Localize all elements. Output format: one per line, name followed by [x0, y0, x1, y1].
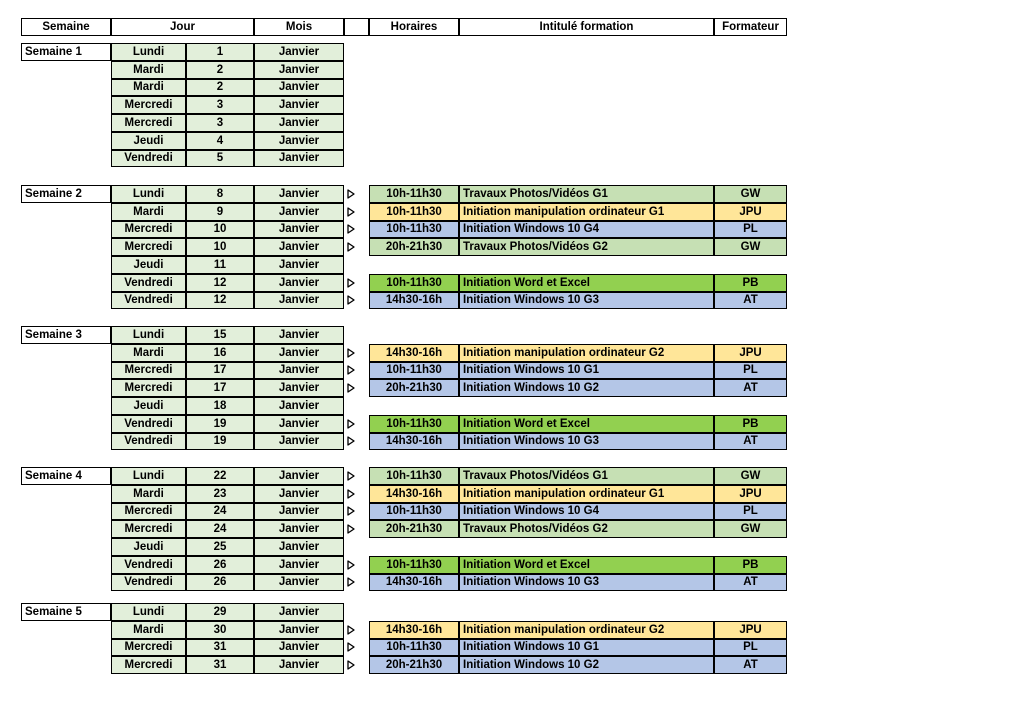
day-name: Mercredi	[111, 362, 186, 380]
session-trainer: AT	[714, 574, 787, 592]
session-title: Initiation manipulation ordinateur G2	[459, 621, 714, 639]
header-mois: Mois	[254, 18, 344, 36]
month: Janvier	[254, 292, 344, 310]
session-time: 10h-11h30	[369, 185, 459, 203]
session-trainer: PL	[714, 503, 787, 521]
session-time: 10h-11h30	[369, 467, 459, 485]
month: Janvier	[254, 415, 344, 433]
session-title: Initiation Windows 10 G3	[459, 574, 714, 592]
day-name: Lundi	[111, 43, 186, 61]
day-name: Mercredi	[111, 238, 186, 256]
header-horaires: Horaires	[369, 18, 459, 36]
month: Janvier	[254, 556, 344, 574]
day-number: 26	[186, 574, 254, 592]
triangle-right-icon	[347, 660, 355, 670]
session-time: 20h-21h30	[369, 520, 459, 538]
day-name: Lundi	[111, 467, 186, 485]
triangle-right-icon	[347, 524, 355, 534]
month: Janvier	[254, 574, 344, 592]
day-name: Lundi	[111, 185, 186, 203]
triangle-right-icon	[347, 577, 355, 587]
day-number: 10	[186, 221, 254, 239]
session-time: 10h-11h30	[369, 556, 459, 574]
session-title: Initiation Word et Excel	[459, 415, 714, 433]
month: Janvier	[254, 467, 344, 485]
month: Janvier	[254, 132, 344, 150]
week-label: Semaine 4	[21, 467, 111, 485]
day-name: Mardi	[111, 61, 186, 79]
session-trainer: GW	[714, 185, 787, 203]
day-name: Lundi	[111, 603, 186, 621]
day-number: 30	[186, 621, 254, 639]
week-label: Semaine 3	[21, 326, 111, 344]
session-trainer: PB	[714, 274, 787, 292]
session-time: 10h-11h30	[369, 503, 459, 521]
session-time: 14h30-16h	[369, 485, 459, 503]
session-title: Travaux Photos/Vidéos G1	[459, 185, 714, 203]
session-trainer: AT	[714, 292, 787, 310]
session-title: Initiation Windows 10 G4	[459, 503, 714, 521]
day-number: 4	[186, 132, 254, 150]
session-time: 20h-21h30	[369, 656, 459, 674]
session-time: 14h30-16h	[369, 621, 459, 639]
session-title: Travaux Photos/Vidéos G2	[459, 520, 714, 538]
header-semaine: Semaine	[21, 18, 111, 36]
triangle-right-icon	[347, 642, 355, 652]
month: Janvier	[254, 362, 344, 380]
day-number: 16	[186, 344, 254, 362]
month: Janvier	[254, 621, 344, 639]
session-time: 10h-11h30	[369, 203, 459, 221]
day-name: Jeudi	[111, 132, 186, 150]
month: Janvier	[254, 203, 344, 221]
month: Janvier	[254, 185, 344, 203]
day-name: Jeudi	[111, 256, 186, 274]
month: Janvier	[254, 326, 344, 344]
session-title: Initiation Windows 10 G4	[459, 221, 714, 239]
month: Janvier	[254, 344, 344, 362]
session-time: 10h-11h30	[369, 274, 459, 292]
day-name: Mardi	[111, 344, 186, 362]
day-number: 31	[186, 656, 254, 674]
day-number: 18	[186, 397, 254, 415]
day-name: Vendredi	[111, 415, 186, 433]
day-name: Vendredi	[111, 292, 186, 310]
triangle-right-icon	[347, 436, 355, 446]
session-time: 14h30-16h	[369, 344, 459, 362]
triangle-right-icon	[347, 419, 355, 429]
triangle-right-icon	[347, 242, 355, 252]
session-trainer: GW	[714, 238, 787, 256]
month: Janvier	[254, 221, 344, 239]
session-time: 14h30-16h	[369, 292, 459, 310]
session-title: Initiation Windows 10 G1	[459, 639, 714, 657]
session-title: Initiation Windows 10 G2	[459, 656, 714, 674]
session-time: 10h-11h30	[369, 362, 459, 380]
month: Janvier	[254, 503, 344, 521]
day-number: 19	[186, 415, 254, 433]
day-name: Mercredi	[111, 503, 186, 521]
day-number: 9	[186, 203, 254, 221]
day-number: 12	[186, 274, 254, 292]
day-number: 31	[186, 639, 254, 657]
triangle-right-icon	[347, 625, 355, 635]
session-time: 14h30-16h	[369, 574, 459, 592]
session-trainer: AT	[714, 656, 787, 674]
day-name: Vendredi	[111, 150, 186, 168]
triangle-right-icon	[347, 383, 355, 393]
day-number: 24	[186, 520, 254, 538]
session-trainer: JPU	[714, 621, 787, 639]
day-name: Mardi	[111, 79, 186, 97]
month: Janvier	[254, 603, 344, 621]
month: Janvier	[254, 150, 344, 168]
month: Janvier	[254, 639, 344, 657]
day-number: 17	[186, 379, 254, 397]
day-name: Mercredi	[111, 639, 186, 657]
month: Janvier	[254, 379, 344, 397]
session-trainer: PL	[714, 362, 787, 380]
day-name: Vendredi	[111, 433, 186, 451]
session-trainer: PL	[714, 221, 787, 239]
session-title: Initiation manipulation ordinateur G1	[459, 485, 714, 503]
day-number: 23	[186, 485, 254, 503]
month: Janvier	[254, 43, 344, 61]
day-name: Vendredi	[111, 574, 186, 592]
session-trainer: PL	[714, 639, 787, 657]
session-time: 14h30-16h	[369, 433, 459, 451]
day-number: 1	[186, 43, 254, 61]
day-name: Jeudi	[111, 538, 186, 556]
day-number: 19	[186, 433, 254, 451]
session-title: Initiation Word et Excel	[459, 556, 714, 574]
session-title: Initiation Word et Excel	[459, 274, 714, 292]
header-jour: Jour	[111, 18, 254, 36]
triangle-right-icon	[347, 365, 355, 375]
day-number: 8	[186, 185, 254, 203]
day-name: Mercredi	[111, 96, 186, 114]
day-number: 2	[186, 79, 254, 97]
session-time: 10h-11h30	[369, 415, 459, 433]
session-time: 20h-21h30	[369, 238, 459, 256]
day-name: Mercredi	[111, 379, 186, 397]
triangle-right-icon	[347, 471, 355, 481]
week-label: Semaine 2	[21, 185, 111, 203]
session-time: 10h-11h30	[369, 639, 459, 657]
session-trainer: PB	[714, 415, 787, 433]
session-title: Initiation manipulation ordinateur G1	[459, 203, 714, 221]
day-name: Vendredi	[111, 556, 186, 574]
day-number: 3	[186, 96, 254, 114]
day-number: 5	[186, 150, 254, 168]
day-number: 26	[186, 556, 254, 574]
triangle-right-icon	[347, 224, 355, 234]
day-name: Mardi	[111, 203, 186, 221]
triangle-right-icon	[347, 348, 355, 358]
header-intitule: Intitulé formation	[459, 18, 714, 36]
month: Janvier	[254, 485, 344, 503]
session-title: Initiation Windows 10 G3	[459, 433, 714, 451]
triangle-right-icon	[347, 207, 355, 217]
day-number: 11	[186, 256, 254, 274]
month: Janvier	[254, 79, 344, 97]
session-trainer: GW	[714, 520, 787, 538]
day-name: Mercredi	[111, 221, 186, 239]
day-name: Lundi	[111, 326, 186, 344]
month: Janvier	[254, 61, 344, 79]
day-number: 15	[186, 326, 254, 344]
day-name: Mercredi	[111, 520, 186, 538]
day-name: Mardi	[111, 485, 186, 503]
triangle-right-icon	[347, 278, 355, 288]
triangle-right-icon	[347, 489, 355, 499]
day-number: 22	[186, 467, 254, 485]
session-trainer: JPU	[714, 485, 787, 503]
month: Janvier	[254, 520, 344, 538]
session-time: 20h-21h30	[369, 379, 459, 397]
session-time: 10h-11h30	[369, 221, 459, 239]
session-title: Initiation Windows 10 G2	[459, 379, 714, 397]
week-label: Semaine 5	[21, 603, 111, 621]
day-number: 24	[186, 503, 254, 521]
week-label: Semaine 1	[21, 43, 111, 61]
session-trainer: PB	[714, 556, 787, 574]
day-name: Mercredi	[111, 656, 186, 674]
session-trainer: JPU	[714, 203, 787, 221]
day-number: 29	[186, 603, 254, 621]
day-name: Mardi	[111, 621, 186, 639]
month: Janvier	[254, 656, 344, 674]
session-title: Initiation Windows 10 G1	[459, 362, 714, 380]
month: Janvier	[254, 397, 344, 415]
month: Janvier	[254, 256, 344, 274]
day-number: 3	[186, 114, 254, 132]
header-blank	[344, 18, 369, 36]
triangle-right-icon	[347, 295, 355, 305]
triangle-right-icon	[347, 506, 355, 516]
session-trainer: AT	[714, 433, 787, 451]
day-number: 10	[186, 238, 254, 256]
month: Janvier	[254, 238, 344, 256]
session-title: Travaux Photos/Vidéos G1	[459, 467, 714, 485]
day-number: 17	[186, 362, 254, 380]
session-trainer: GW	[714, 467, 787, 485]
day-number: 2	[186, 61, 254, 79]
month: Janvier	[254, 114, 344, 132]
session-trainer: AT	[714, 379, 787, 397]
month: Janvier	[254, 538, 344, 556]
month: Janvier	[254, 96, 344, 114]
session-title: Initiation Windows 10 G3	[459, 292, 714, 310]
day-name: Jeudi	[111, 397, 186, 415]
session-title: Initiation manipulation ordinateur G2	[459, 344, 714, 362]
day-number: 25	[186, 538, 254, 556]
day-name: Vendredi	[111, 274, 186, 292]
header-formateur: Formateur	[714, 18, 787, 36]
triangle-right-icon	[347, 189, 355, 199]
day-number: 12	[186, 292, 254, 310]
session-title: Travaux Photos/Vidéos G2	[459, 238, 714, 256]
month: Janvier	[254, 433, 344, 451]
triangle-right-icon	[347, 560, 355, 570]
day-name: Mercredi	[111, 114, 186, 132]
month: Janvier	[254, 274, 344, 292]
session-trainer: JPU	[714, 344, 787, 362]
